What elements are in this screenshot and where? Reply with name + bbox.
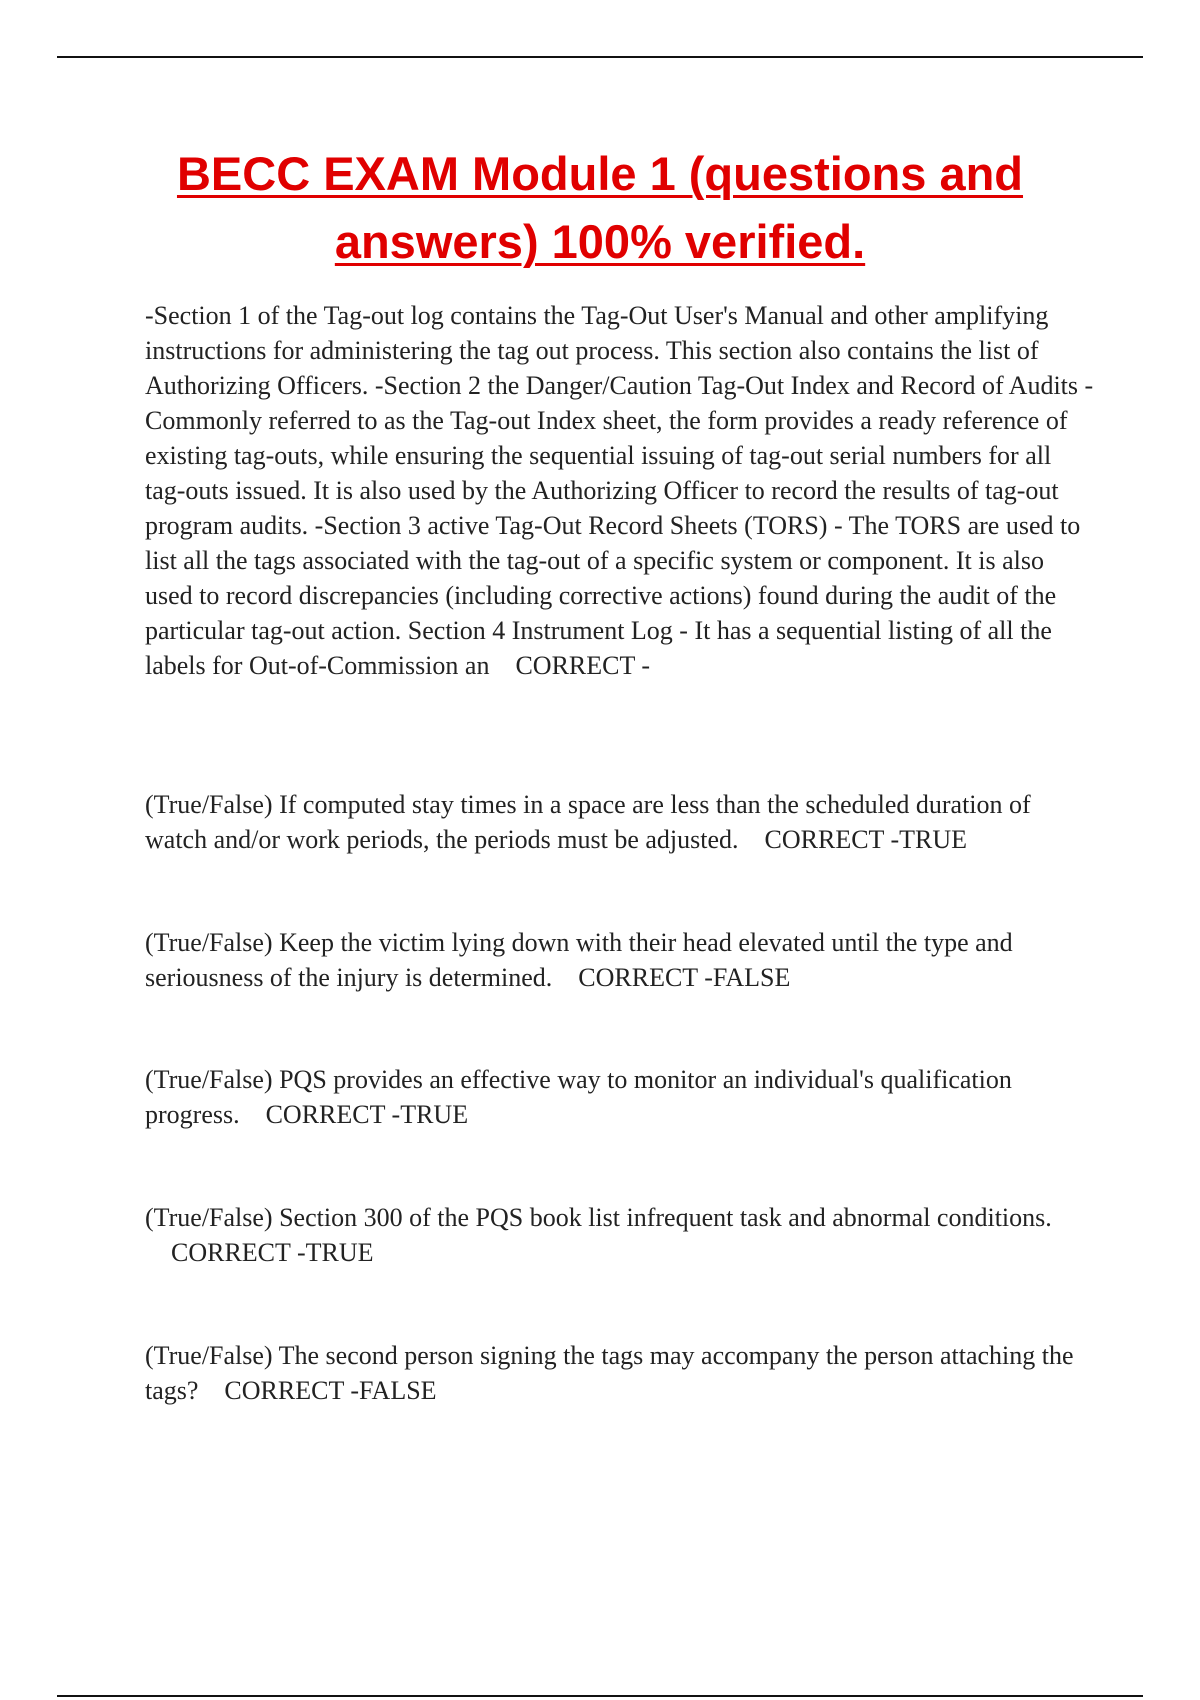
qa-item-2 [145,787,1095,857]
qa-answer: CORRECT - [515,651,651,680]
qa-answer: CORRECT -TRUE [764,825,968,854]
qa-item-6 [145,1338,1095,1408]
qa-question: (True/False) Section 300 of the PQS book list infrequent task and abnormal conditions. [145,1203,1052,1232]
document-title [100,140,1100,276]
header-rule [57,56,1143,58]
footer-rule [57,1695,1143,1697]
qa-question: (True/False) The second person signing the tags may accompany the person attaching the tags? [145,1341,1074,1405]
qa-item-1 [145,298,1095,683]
qa-item-4 [145,1062,1095,1132]
qa-answer: CORRECT -TRUE [171,1238,374,1267]
title-line-2: answers) 100% verified. [334,215,866,268]
qa-question: (True/False) PQS provides an effective way to monitor an individual's qualification progress. [145,1065,1012,1129]
qa-question: (True/False) If computed stay times in a space are less than the scheduled duration of watch and/or work periods, the periods must be adjusted. [145,790,1031,854]
qa-answer: CORRECT -TRUE [265,1100,469,1129]
qa-question: (True/False) Keep the victim lying down with their head elevated until the type and seriousness of the injury is determined. [145,928,1013,992]
qa-item-3 [145,925,1095,995]
qa-answer: CORRECT -FALSE [224,1376,437,1405]
qa-answer: CORRECT -FALSE [578,963,791,992]
qa-item-5 [145,1200,1095,1270]
title-line-1: BECC EXAM Module 1 (questions and [176,147,1024,200]
qa-question: -Section 1 of the Tag-out log contains the Tag-Out User's Manual and other amplifying instructions for administering the tag out process. This section also contains the list of Authorizing Officers. -Section 2 the Danger/Caution Tag-Out Index and Record of Audits - Commonly referred to as the Tag-out Index sheet, the form provides a ready reference of existing tag-outs, while ensuring the sequential issuing of tag-out serial numbers for all tag-outs issued. It is also used by the Authorizing Officer to record the results of tag-out program audits. -Section 3 active Tag-Out Record Sheets (TORS) - The TORS are used to list all the tags associated with the tag-out of a specific system or component. It is also used to record discrepancies (including corrective actions) found during the audit of the particular tag-out action. Section 4 Instrument Log - It has a sequential listing of all the labels for Out-of-Commission an [145,301,1094,680]
